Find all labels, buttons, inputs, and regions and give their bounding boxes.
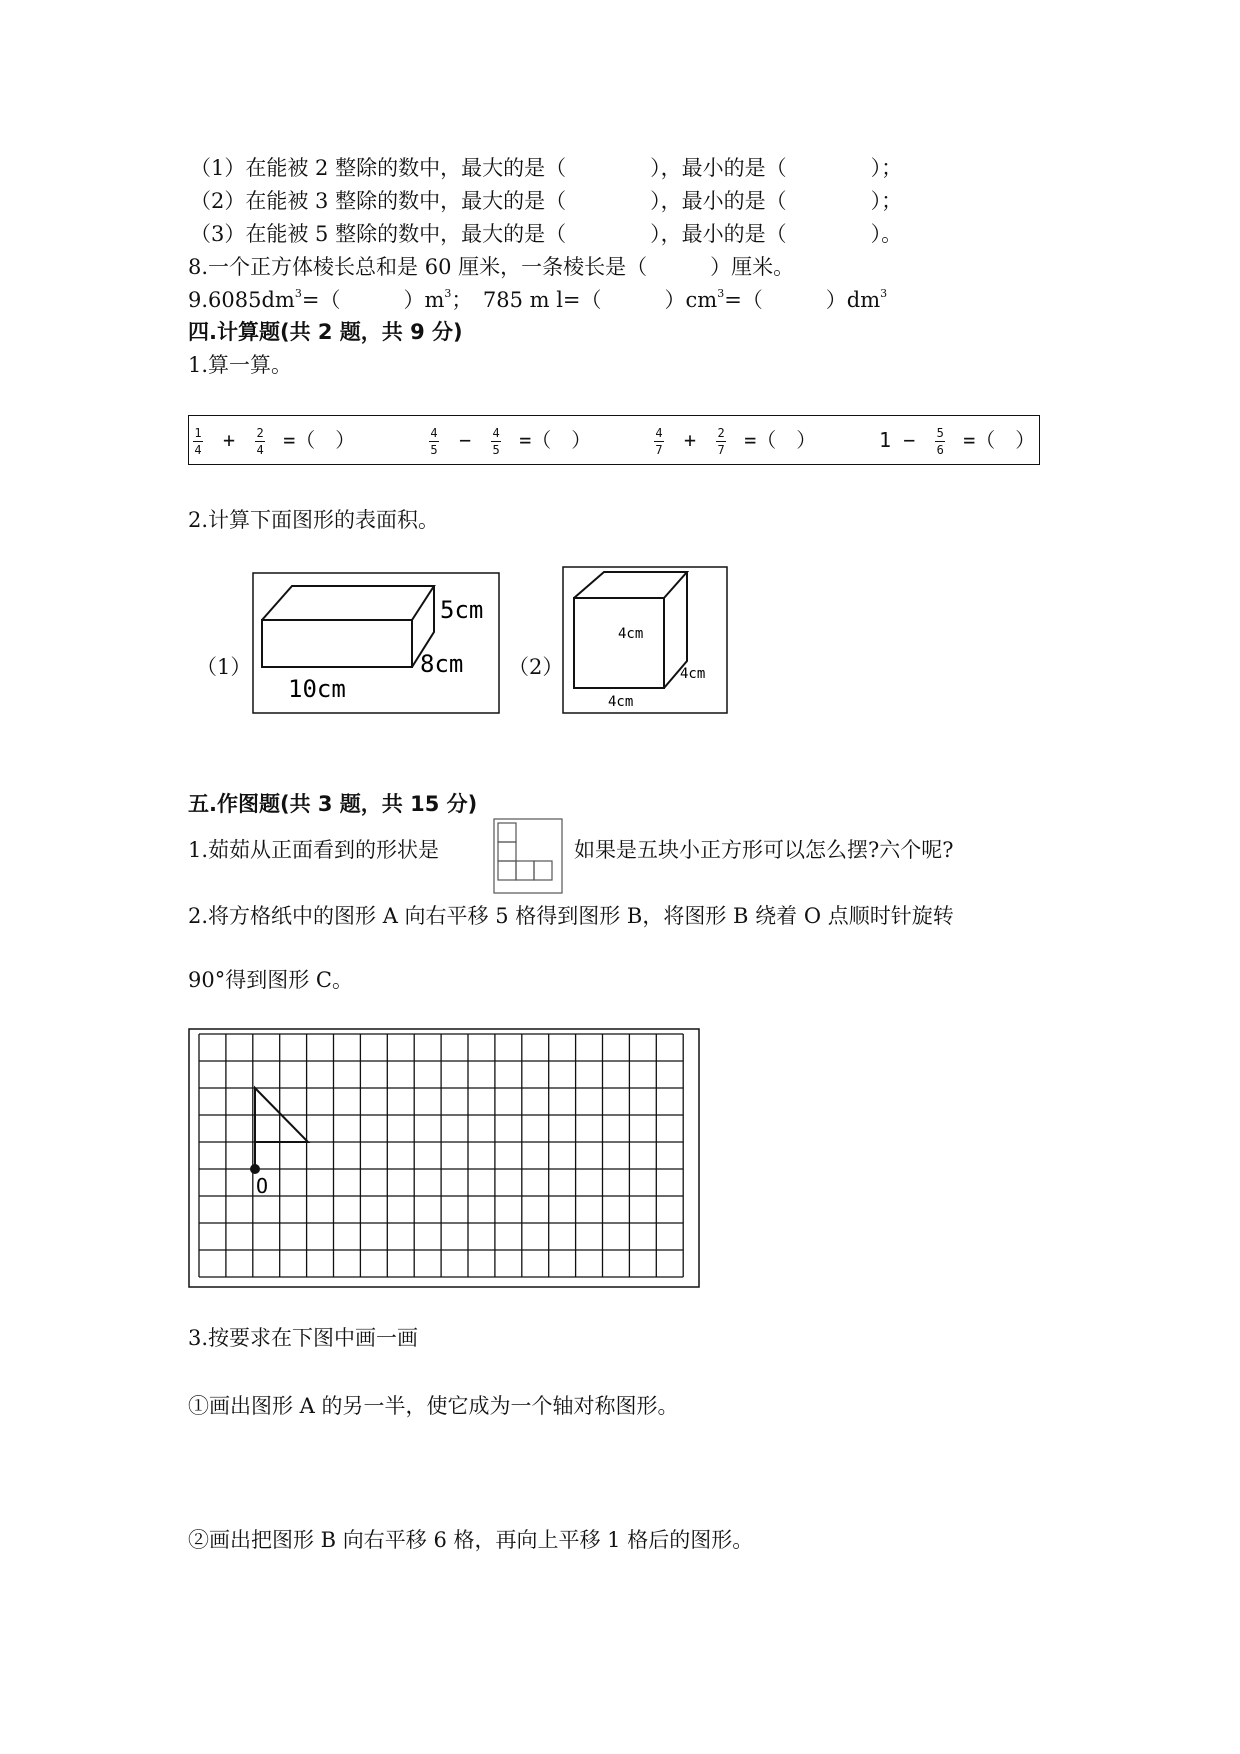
- point-o: [250, 1164, 260, 1174]
- cuboid-length-label: 10cm: [288, 675, 346, 703]
- front-view-shape: [493, 818, 563, 894]
- q7-line-1: （1）在能被 2 整除的数中，最大的是（ ），最小的是（ ）；: [190, 156, 903, 180]
- cuboid-height-label: 5cm: [440, 596, 484, 624]
- cube-figure: [562, 566, 728, 714]
- equation-4: 1 − $\frac{5}{6}$ =（ ）: [879, 426, 1036, 457]
- cube-side-label: 4cm: [680, 666, 706, 682]
- q4-1-label: 1.算一算。: [188, 353, 293, 377]
- cuboid-depth-label: 8cm: [420, 650, 464, 678]
- equation-2: $\frac{4}{5}$ − $\frac{4}{5}$ =（ ）: [430, 426, 592, 457]
- cube-bottom-label: 4cm: [608, 694, 634, 710]
- grid-lines: [199, 1034, 683, 1277]
- q8-text: 8.一个正方体棱长总和是 60 厘米，一条棱长是（ ）厘米。: [188, 255, 795, 279]
- q5-3-label: 3.按要求在下图中画一画: [188, 1326, 419, 1350]
- q9-text: $9.6085dm^3=$（ ）$m^3$； 785 m l=（ ）$cm^3=$（ ）$dm^3$: [188, 287, 888, 312]
- q5-2-line-1: 2.将方格纸中的图形 A 向右平移 5 格得到图形 B，将图形 B 绕着 O 点顺时针旋转: [188, 904, 954, 928]
- q5-3-a: ①画出图形 A 的另一半，使它成为一个轴对称图形。: [188, 1394, 679, 1418]
- q5-1-after: 如果是五块小正方形可以怎么摆?六个呢?: [574, 838, 954, 862]
- section-4-title: 四.计算题(共 2 题，共 9 分): [188, 320, 463, 344]
- q7-line-2: （2）在能被 3 整除的数中，最大的是（ ），最小的是（ ）；: [190, 189, 903, 213]
- equation-box: [188, 415, 1040, 465]
- grid-paper: [188, 1028, 700, 1288]
- point-o-label: O: [256, 1174, 269, 1198]
- cube-front-label: 4cm: [618, 626, 644, 642]
- cuboid-figure: [252, 572, 500, 714]
- q4-2-label: 2.计算下面图形的表面积。: [188, 508, 440, 532]
- q5-2-line-2: 90°得到图形 C。: [188, 968, 353, 992]
- equation-3: $\frac{4}{7}$ + $\frac{2}{7}$ =（ ）: [655, 426, 817, 457]
- equation-1: $\frac{1}{4}$ + $\frac{2}{4}$ =（ ）: [194, 426, 356, 457]
- q5-1-before: 1.茹茹从正面看到的形状是: [188, 838, 440, 862]
- fig1-label: （1）: [196, 655, 252, 679]
- section-5-title: 五.作图题(共 3 题，共 15 分): [188, 792, 478, 816]
- fig2-label: （2）: [508, 655, 564, 679]
- q5-3-b: ②画出把图形 B 向右平移 6 格，再向上平移 1 格后的图形。: [188, 1528, 754, 1552]
- q7-line-3: （3）在能被 5 整除的数中，最大的是（ ），最小的是（ ）。: [190, 222, 903, 246]
